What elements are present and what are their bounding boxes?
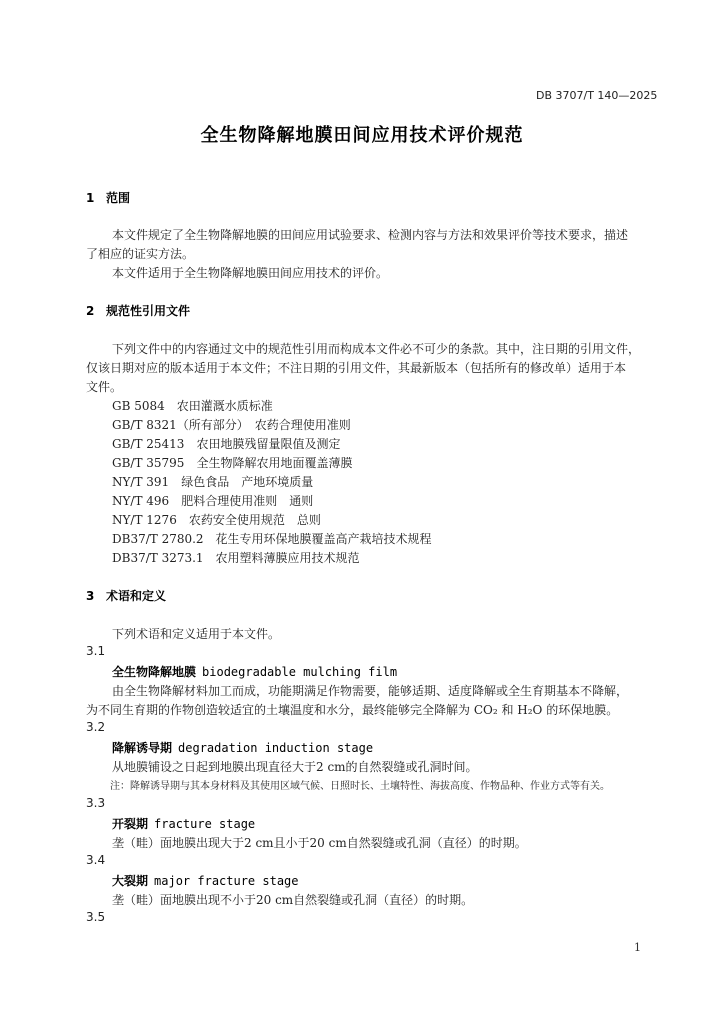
section-1-heading — [86, 189, 130, 206]
term-note — [110, 777, 610, 792]
paragraph-line: 下列文件中的内容通过文中的规范性引用而构成本文件必不可少的条款。其中，注日期的引用文件， — [112, 342, 641, 356]
term-number: 3.5 — [86, 910, 106, 924]
term-heading — [112, 739, 373, 756]
section-number: 1 — [86, 191, 95, 205]
section-number: 3 — [86, 589, 95, 603]
term-definition-line: 垄（畦）面地膜出现大于2 cm且小于20 cm自然裂缝或孔洞（直径）的时期。 — [112, 836, 527, 850]
term-english: biodegradable mulching film — [202, 665, 398, 679]
reference-item: GB/T 25413 农田地膜残留量限值及测定 — [112, 437, 341, 451]
term-definition-line: 为不同生育期的作物创造较适宜的土壤温度和水分，最终能够完全降解为 CO₂ 和 H₂O 的环保地膜。 — [86, 703, 619, 717]
term-definition-line: 由全生物降解材料加工而成，功能期满足作物需要，能够适期、适度降解或全生育期基本不降解， — [112, 684, 629, 698]
note-text: 降解诱导期与其本身材料及其使用区域气候、日照时长、土壤特性、海拔高度、作物品种、作业方式等有关。 — [130, 781, 610, 792]
reference-item: GB 5084 农田灌溉水质标准 — [112, 399, 273, 413]
term-number: 3.2 — [86, 720, 106, 734]
section-title: 术语和定义 — [106, 589, 167, 603]
reference-item: GB/T 35795 全生物降解农用地面覆盖薄膜 — [112, 456, 353, 470]
reference-item: DB37/T 3273.1 农用塑料薄膜应用技术规范 — [112, 551, 360, 565]
note-label: 注： — [110, 781, 130, 792]
reference-item: NY/T 391 绿色食品 产地环境质量 — [112, 475, 314, 489]
document-title: 全生物降解地膜田间应用技术评价规范 — [200, 125, 524, 146]
term-english: degradation induction stage — [178, 741, 374, 755]
term-heading — [112, 663, 397, 680]
section-2-heading — [86, 302, 190, 319]
term-chinese: 开裂期 — [112, 817, 149, 831]
paragraph-line: 本文件适用于全生物降解地膜田间应用技术的评价。 — [112, 266, 389, 280]
section-3-heading — [86, 587, 166, 604]
section-title: 规范性引用文件 — [106, 304, 191, 318]
reference-item: NY/T 1276 农药安全使用规范 总则 — [112, 513, 321, 527]
paragraph-line: 下列术语和定义适用于本文件。 — [112, 627, 281, 641]
section-number: 2 — [86, 304, 95, 318]
term-definition-line: 垄（畦）面地膜出现不小于20 cm自然裂缝或孔洞（直径）的时期。 — [112, 893, 474, 907]
term-chinese: 全生物降解地膜 — [112, 665, 197, 679]
page-number: 1 — [634, 941, 641, 954]
term-english: major fracture stage — [154, 874, 299, 888]
document-code: DB 3707/T 140—2025 — [536, 89, 658, 102]
reference-item: DB37/T 2780.2 花生专用环保地膜覆盖高产栽培技术规程 — [112, 532, 432, 546]
term-number: 3.3 — [86, 796, 106, 810]
term-chinese: 大裂期 — [112, 874, 149, 888]
section-title: 范围 — [106, 191, 131, 205]
term-heading — [112, 872, 299, 889]
reference-item: NY/T 496 肥料合理使用准则 通则 — [112, 494, 314, 508]
reference-item: GB/T 8321（所有部分） 农药合理使用准则 — [112, 418, 351, 432]
paragraph-line: 仅该日期对应的版本适用于本文件；不注日期的引用文件，其最新版本（包括所有的修改单）适用于本 — [86, 361, 627, 375]
paragraph-line: 文件。 — [86, 380, 123, 394]
term-english: fracture stage — [154, 817, 256, 831]
term-number: 3.4 — [86, 853, 106, 867]
term-chinese: 降解诱导期 — [112, 741, 173, 755]
term-number: 3.1 — [86, 644, 106, 658]
term-heading — [112, 815, 255, 832]
term-definition-line: 从地膜铺设之日起到地膜出现直径大于2 cm的自然裂缝或孔洞时间。 — [112, 760, 478, 774]
paragraph-line: 了相应的证实方法。 — [86, 247, 195, 261]
paragraph-line: 本文件规定了全生物降解地膜的田间应用试验要求、检测内容与方法和效果评价等技术要求，描述 — [112, 228, 629, 242]
